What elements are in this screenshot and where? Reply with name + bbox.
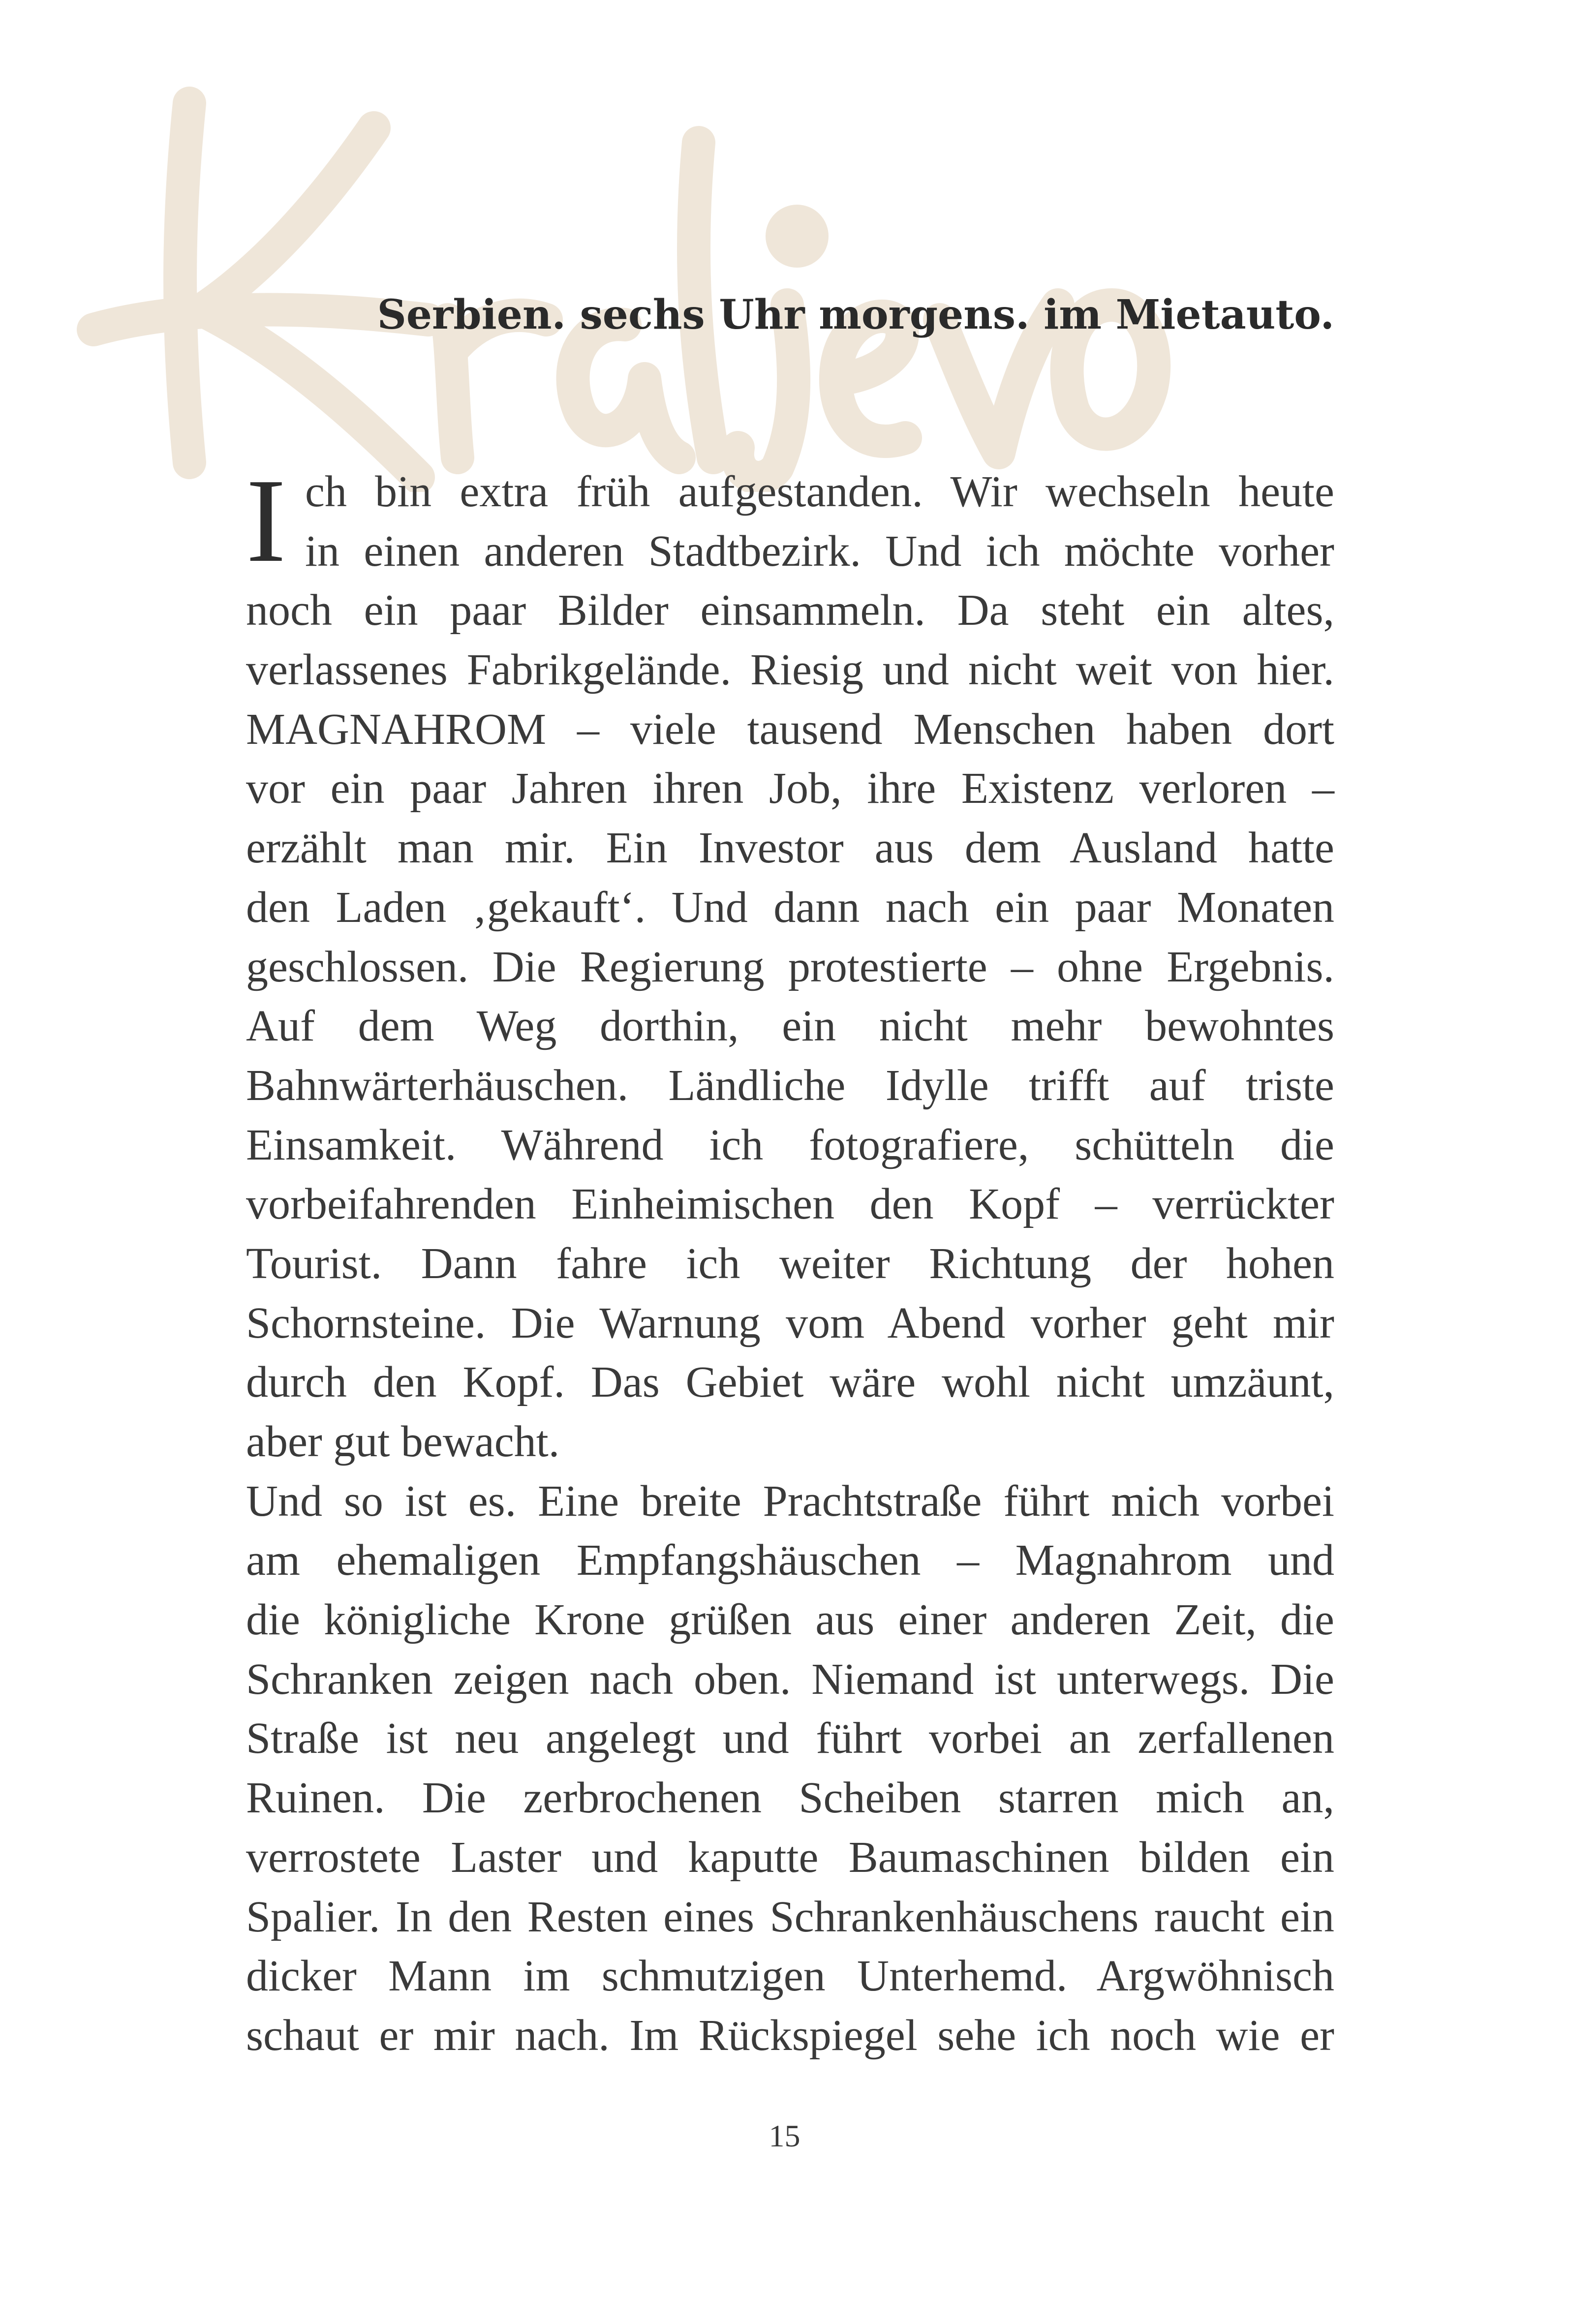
- watermark-script: [74, 74, 1181, 492]
- text-line: Schranken zeigen nach oben. Niemand ist unterwegs. Die: [246, 1654, 1334, 1704]
- text-line: vor ein paar Jahren ihren Job, ihre Existenz verloren –: [246, 764, 1334, 813]
- text-line: Auf dem Weg dorthin, ein nicht mehr bewohntes: [246, 1002, 1334, 1051]
- text-line: in einen anderen Stadtbezirk. Und ich möchte vorher: [305, 526, 1334, 576]
- text-line: verlassenes Fabrikgelände. Riesig und nicht weit von hier.: [246, 645, 1334, 695]
- chapter-heading: Serbien. sechs Uhr morgens. im Mietauto.: [377, 291, 1334, 338]
- text-line: am ehemaligen Empfangshäuschen – Magnahrom und: [246, 1536, 1334, 1585]
- text-line: Spalier. In den Resten eines Schrankenhäuschens raucht ein: [246, 1892, 1334, 1941]
- text-line: die königliche Krone grüßen aus einer anderen Zeit, die: [246, 1595, 1334, 1645]
- text-line: dicker Mann im schmutzigen Unterhemd. Argwöhnisch: [246, 1952, 1334, 2001]
- text-line: noch ein paar Bilder einsammeln. Da steht ein altes,: [246, 586, 1334, 635]
- text-line: aber gut bewacht.: [246, 1417, 560, 1466]
- text-line: geschlossen. Die Regierung protestierte – ohne Ergebnis.: [246, 942, 1334, 991]
- text-line: erzählt man mir. Ein Investor aus dem Ausland hatte: [246, 824, 1334, 873]
- text-line: Schornsteine. Die Warnung vom Abend vorher geht mir: [246, 1298, 1334, 1347]
- text-line: MAGNAHROM – viele tausend Menschen haben dort: [246, 704, 1334, 754]
- text-line: ch bin extra früh aufgestanden. Wir wechseln heute: [305, 467, 1334, 516]
- text-line: schaut er mir nach. Im Rückspiegel sehe ich noch wie er: [246, 2011, 1334, 2060]
- text-line: Ruinen. Die zerbrochenen Scheiben starren mich an,: [246, 1774, 1334, 1823]
- text-line: den Laden ‚gekauft‘. Und dann nach ein paar Monaten: [246, 883, 1334, 932]
- text-line: Bahnwärterhäuschen. Ländliche Idylle trifft auf triste: [246, 1061, 1334, 1110]
- text-line: Einsamkeit. Während ich fotografiere, schütteln die: [246, 1120, 1334, 1169]
- drop-cap: I: [246, 454, 286, 587]
- text-line: Und so ist es. Eine breite Prachtstraße führt mich vorbei: [246, 1476, 1334, 1526]
- text-line: verrostete Laster und kaputte Baumaschinen bilden ein: [246, 1833, 1334, 1882]
- body-text: [246, 454, 1334, 2066]
- text-line: vorbeifahrenden Einheimischen den Kopf – verrückter: [246, 1180, 1334, 1229]
- text-line: Tourist. Dann fahre ich weiter Richtung der hohen: [246, 1239, 1334, 1288]
- text-line: durch den Kopf. Das Gebiet wäre wohl nicht umzäunt,: [246, 1358, 1334, 1407]
- text-line: Straße ist neu angelegt und führt vorbei an zerfallenen: [246, 1714, 1334, 1763]
- page-number: 15: [769, 2118, 800, 2153]
- watermark-lettering-graphic: [74, 74, 1181, 492]
